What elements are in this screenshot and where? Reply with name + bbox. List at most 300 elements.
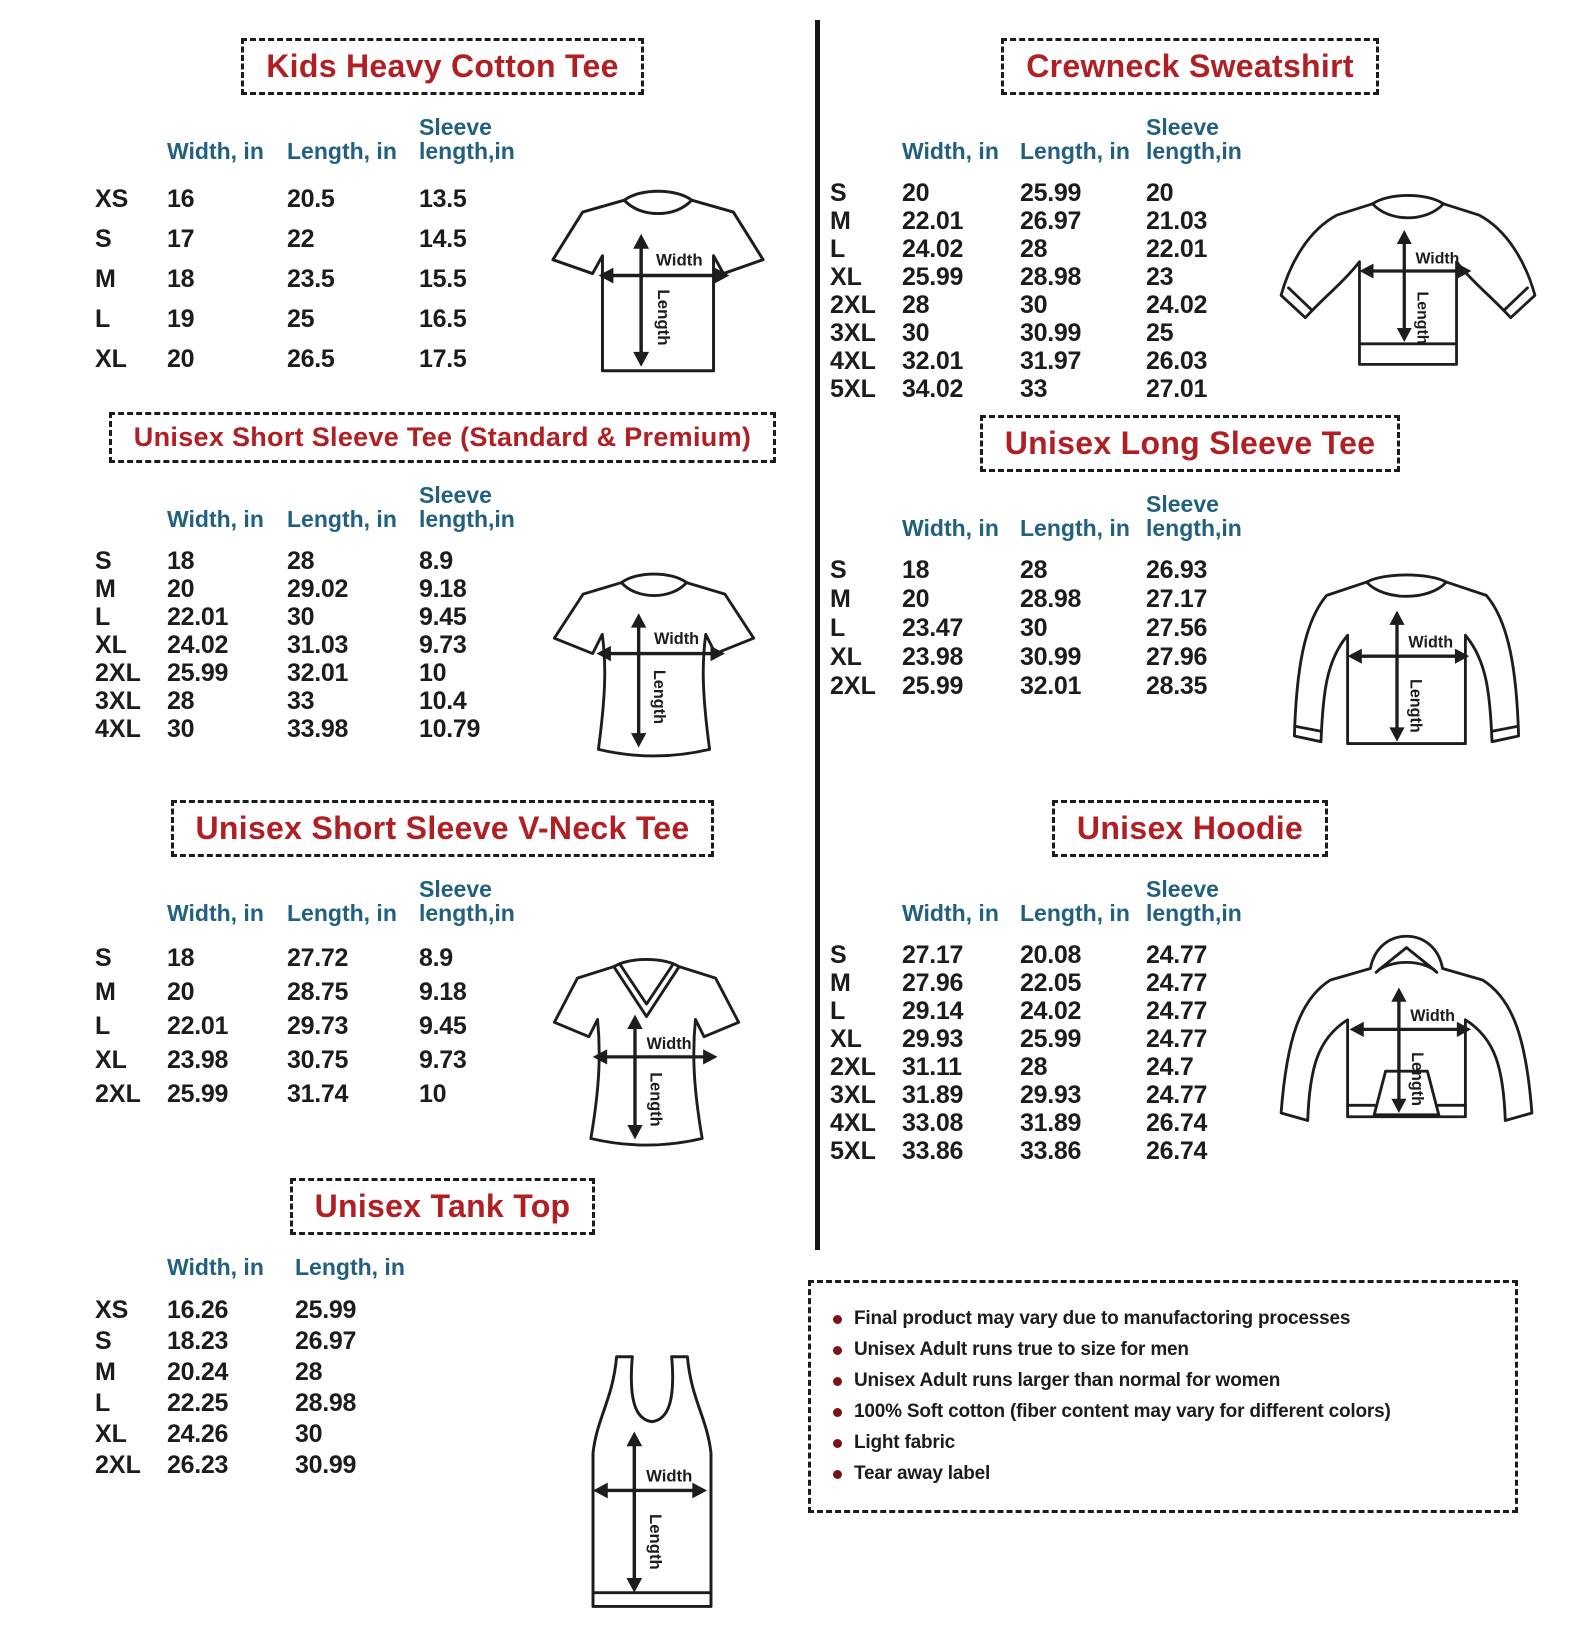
measurement-value: 25 — [287, 304, 315, 333]
measurement-value: 27.96 — [1146, 643, 1208, 672]
measurement-value: 28 — [287, 547, 315, 576]
width-label: Width — [654, 629, 700, 648]
section-title: Unisex Tank Top — [314, 1188, 571, 1224]
size-row — [830, 643, 1264, 672]
table-header-row — [95, 115, 539, 163]
size-label: L — [830, 997, 846, 1026]
size-row — [830, 1081, 1264, 1109]
note-item — [833, 1370, 1493, 1392]
length-label: Length — [1406, 678, 1425, 733]
measurement-value: 28 — [1020, 235, 1048, 264]
section-title-box — [290, 1178, 596, 1235]
panel-body — [830, 877, 1550, 1168]
measurement-value: 28.98 — [1020, 263, 1082, 292]
measurement-value: 14.5 — [419, 224, 467, 253]
measurement-value: 15.5 — [419, 264, 467, 293]
size-label: M — [95, 1358, 116, 1387]
measurement-value: 30.99 — [1020, 319, 1082, 348]
section-title-box — [980, 415, 1401, 472]
size-label: 4XL — [95, 715, 141, 744]
column-header: Length, in — [295, 1254, 405, 1280]
length-label: Length — [646, 1514, 666, 1570]
size-label: L — [830, 235, 846, 264]
section-title-box — [1052, 800, 1328, 857]
size-table — [830, 492, 1264, 701]
measurement-value: 10.79 — [419, 715, 481, 744]
size-row — [830, 179, 1264, 207]
length-label: Length — [646, 1072, 665, 1127]
size-row — [95, 1009, 539, 1043]
measurement-value: 24.77 — [1146, 1025, 1208, 1054]
measurement-value: 20.08 — [1020, 941, 1082, 970]
size-row — [830, 1025, 1264, 1053]
size-label: XL — [830, 263, 862, 292]
size-label: 2XL — [95, 659, 141, 688]
collar-line — [1373, 195, 1444, 203]
measurement-value: 8.9 — [419, 943, 453, 972]
measurement-value: 27.17 — [1146, 585, 1208, 614]
column-header: Sleeve length,in — [1146, 114, 1242, 165]
measurement-value: 24.77 — [1146, 1081, 1208, 1110]
measurement-value: 16.26 — [167, 1296, 229, 1325]
measurement-value: 20 — [167, 575, 195, 604]
size-row — [830, 375, 1264, 403]
bullet-icon — [833, 1408, 842, 1417]
size-label: L — [95, 1011, 111, 1040]
bullet-icon — [833, 1346, 842, 1355]
measurement-value: 31.03 — [287, 631, 349, 660]
measurement-value: 33 — [287, 687, 315, 716]
size-label: M — [95, 264, 116, 293]
measurement-value: 30 — [1020, 614, 1048, 643]
column-header: Length, in — [287, 506, 397, 533]
measurement-value: 32.01 — [287, 659, 349, 688]
size-table — [95, 483, 539, 743]
bullet-icon — [833, 1439, 842, 1448]
size-row — [95, 547, 539, 575]
measurement-value: 31.89 — [1020, 1109, 1082, 1138]
measurement-value: 26.74 — [1146, 1137, 1208, 1166]
size-label: M — [830, 207, 851, 236]
size-label: XL — [830, 1025, 862, 1054]
measurement-value: 22.01 — [167, 603, 229, 632]
panel-body — [95, 1255, 790, 1633]
panel-kids-heavy-cotton-tee — [95, 38, 790, 398]
size-label: L — [830, 614, 846, 643]
size-label: XS — [95, 1296, 129, 1325]
product-notes-box — [808, 1280, 1518, 1513]
size-label: S — [830, 556, 847, 585]
size-label: S — [830, 179, 847, 208]
measurement-value: 28.98 — [295, 1389, 357, 1418]
measurement-value: 29.73 — [287, 1011, 349, 1040]
measurement-value: 9.45 — [419, 1011, 467, 1040]
size-row — [95, 1357, 427, 1388]
measurement-value: 10 — [419, 1079, 447, 1108]
note-text: Unisex Adult runs true to size for men — [854, 1339, 1189, 1360]
section-title: Unisex Hoodie — [1076, 810, 1304, 846]
column-header: Length, in — [1020, 900, 1130, 927]
section-title: Unisex Short Sleeve Tee (Standard & Premium) — [133, 422, 752, 452]
size-label: S — [95, 1327, 112, 1356]
size-row — [95, 687, 539, 715]
measurement-value: 17 — [167, 224, 195, 253]
measurement-value: 22.01 — [1146, 235, 1208, 264]
size-row — [830, 997, 1264, 1025]
measurement-value: 30 — [287, 603, 315, 632]
size-row — [830, 347, 1264, 375]
column-header: Width, in — [167, 1254, 264, 1280]
column-header: Length, in — [1020, 138, 1130, 165]
measurement-value: 22.01 — [902, 207, 964, 236]
size-label: M — [830, 585, 851, 614]
size-row — [830, 614, 1264, 643]
measurement-value: 23.98 — [902, 643, 964, 672]
sweatshirt-diagram — [1268, 173, 1548, 398]
size-row — [830, 969, 1264, 997]
measurement-value: 29.93 — [1020, 1081, 1082, 1110]
measurement-value: 26.74 — [1146, 1109, 1208, 1138]
column-header: Width, in — [167, 900, 264, 927]
measurement-value: 16 — [167, 184, 195, 213]
note-text: Tear away label — [854, 1463, 991, 1484]
measurement-value: 24.02 — [1020, 997, 1082, 1026]
measurement-value: 26.97 — [1020, 207, 1082, 236]
table-header-row — [95, 483, 539, 531]
measurement-value: 25.99 — [167, 1079, 229, 1108]
tank-top-diagram — [573, 1343, 731, 1633]
fitted-tee-diagram — [539, 541, 769, 791]
measurement-value: 24.7 — [1146, 1053, 1194, 1082]
measurement-value: 25 — [1146, 319, 1174, 348]
table-header-row — [95, 1255, 427, 1279]
section-title-box — [109, 412, 776, 463]
size-label: 3XL — [830, 319, 876, 348]
measurement-value: 25.99 — [295, 1296, 357, 1325]
tee-diagram — [539, 163, 777, 398]
measurement-value: 18.23 — [167, 1327, 229, 1356]
panel-body — [95, 877, 790, 1179]
measurement-value: 9.18 — [419, 977, 467, 1006]
note-text: Final product may vary due to manufactoring processes — [854, 1308, 1351, 1329]
size-row — [95, 179, 539, 219]
size-table — [95, 877, 539, 1111]
column-header: Sleeve length,in — [419, 482, 515, 533]
size-label: 5XL — [830, 375, 876, 404]
measurement-value: 31.74 — [287, 1079, 349, 1108]
note-item — [833, 1339, 1493, 1361]
size-row — [830, 263, 1264, 291]
size-row — [830, 672, 1264, 701]
measurement-value: 27.72 — [287, 943, 349, 972]
panel-body — [95, 483, 790, 791]
measurement-value: 20 — [1146, 179, 1174, 208]
measurement-value: 28.75 — [287, 977, 349, 1006]
size-label: L — [95, 603, 111, 632]
measurement-value: 23.5 — [287, 264, 335, 293]
size-label: L — [95, 304, 111, 333]
size-label: XL — [95, 631, 127, 660]
width-label: Width — [1415, 250, 1460, 268]
size-label: S — [830, 941, 847, 970]
size-label: 4XL — [830, 1109, 876, 1138]
section-title: Kids Heavy Cotton Tee — [266, 48, 619, 84]
measurement-value: 31.11 — [902, 1053, 962, 1082]
note-text: 100% Soft cotton (fiber content may vary for different colors) — [854, 1401, 1391, 1422]
measurement-value: 24.26 — [167, 1420, 229, 1449]
measurement-value: 16.5 — [419, 304, 467, 333]
measurement-value: 20.24 — [167, 1358, 229, 1387]
column-header: Sleeve length,in — [1146, 876, 1242, 927]
column-header: Length, in — [287, 900, 397, 927]
size-label: 2XL — [95, 1079, 141, 1108]
measurement-value: 26.23 — [167, 1451, 229, 1480]
measurement-value: 28.35 — [1146, 672, 1208, 701]
measurement-value: 27.96 — [902, 969, 964, 998]
size-row — [830, 319, 1264, 347]
size-row — [95, 1419, 427, 1450]
column-header: Length, in — [1020, 515, 1130, 542]
notes-list — [833, 1308, 1493, 1485]
measurement-value: 28 — [1020, 556, 1048, 585]
note-text: Unisex Adult runs larger than normal for women — [854, 1370, 1281, 1391]
size-row — [830, 941, 1264, 969]
size-label: XL — [830, 643, 862, 672]
bullet-icon — [833, 1470, 842, 1479]
size-label: S — [95, 224, 112, 253]
width-label: Width — [656, 250, 703, 270]
measurement-value: 23 — [1146, 263, 1174, 292]
size-label: 4XL — [830, 347, 876, 376]
size-row — [95, 259, 539, 299]
size-row — [830, 291, 1264, 319]
measurement-value: 29.14 — [902, 997, 964, 1026]
section-title-box — [241, 38, 643, 95]
column-header: Width, in — [902, 515, 999, 542]
size-label: 2XL — [830, 291, 876, 320]
size-label: S — [95, 943, 112, 972]
measurement-value: 10.4 — [419, 687, 467, 716]
measurement-value: 26.03 — [1146, 347, 1208, 376]
measurement-value: 27.17 — [902, 941, 964, 970]
size-label: 3XL — [830, 1081, 876, 1110]
collar-line — [624, 191, 691, 200]
size-row — [95, 1077, 539, 1111]
measurement-value: 33.08 — [902, 1109, 964, 1138]
size-row — [95, 219, 539, 259]
size-label: 3XL — [95, 687, 141, 716]
note-item — [833, 1432, 1493, 1454]
hoodie-diagram — [1264, 923, 1549, 1168]
measurement-value: 30.75 — [287, 1045, 349, 1074]
measurement-value: 33.86 — [1020, 1137, 1082, 1166]
size-label: L — [95, 1389, 111, 1418]
section-title-box — [1001, 38, 1379, 95]
section-title: Unisex Long Sleeve Tee — [1004, 425, 1376, 461]
measurement-value: 21.03 — [1146, 207, 1208, 236]
length-label: Length — [654, 289, 673, 346]
column-header: Sleeve length,in — [419, 114, 515, 165]
note-item — [833, 1463, 1493, 1485]
measurement-value: 28.98 — [1020, 585, 1082, 614]
waistband-line — [1359, 344, 1456, 365]
bullet-icon — [833, 1377, 842, 1386]
measurement-value: 28 — [167, 687, 195, 716]
measurement-value: 13.5 — [419, 184, 467, 213]
size-label: XL — [95, 344, 127, 373]
column-header: Width, in — [902, 900, 999, 927]
panel-crewneck-sweatshirt — [830, 38, 1550, 403]
size-row — [830, 1109, 1264, 1137]
column-divider — [815, 20, 820, 1250]
measurement-value: 24.02 — [902, 235, 964, 264]
width-label: Width — [1410, 1006, 1455, 1025]
size-row — [95, 1450, 427, 1481]
measurement-value: 33.98 — [287, 715, 349, 744]
column-header: Width, in — [902, 138, 999, 165]
measurement-value: 28 — [295, 1358, 323, 1387]
v-neck-tee-diagram — [539, 929, 754, 1179]
panel-unisex-short-sleeve-tee — [95, 412, 790, 791]
measurement-value: 25.99 — [167, 659, 229, 688]
size-row — [95, 1295, 427, 1326]
size-table — [830, 877, 1264, 1165]
column-header: Sleeve length,in — [419, 876, 515, 927]
size-row — [830, 1137, 1264, 1165]
size-row — [830, 556, 1264, 585]
size-row — [830, 1053, 1264, 1081]
measurement-value: 26.5 — [287, 344, 335, 373]
measurement-value: 31.97 — [1020, 347, 1082, 376]
collar-line — [1367, 575, 1447, 582]
note-item — [833, 1401, 1493, 1423]
measurement-value: 20 — [167, 344, 195, 373]
size-label: 2XL — [830, 672, 876, 701]
size-row — [95, 631, 539, 659]
measurement-value: 32.01 — [1020, 672, 1082, 701]
size-table — [95, 1255, 427, 1481]
measurement-value: 10 — [419, 659, 447, 688]
table-header-row — [95, 877, 539, 925]
measurement-value: 33.86 — [902, 1137, 964, 1166]
measurement-value: 33 — [1020, 375, 1048, 404]
size-row — [830, 235, 1264, 263]
size-label: XL — [95, 1420, 127, 1449]
measurement-value: 9.73 — [419, 631, 467, 660]
measurement-value: 26.97 — [295, 1327, 357, 1356]
size-label: 5XL — [830, 1137, 876, 1166]
measurement-value: 30 — [902, 319, 930, 348]
size-row — [95, 1043, 539, 1077]
measurement-value: 24.02 — [1146, 291, 1208, 320]
measurement-value: 30 — [295, 1420, 323, 1449]
measurement-value: 18 — [167, 943, 195, 972]
size-table — [830, 115, 1264, 403]
width-label: Width — [646, 1035, 692, 1054]
size-label: M — [830, 969, 851, 998]
measurement-value: 30.99 — [295, 1451, 357, 1480]
panel-unisex-hoodie — [830, 800, 1550, 1168]
size-label: 2XL — [95, 1451, 141, 1480]
measurement-value: 9.45 — [419, 603, 467, 632]
long-sleeve-tee-diagram — [1264, 554, 1549, 784]
measurement-value: 25.99 — [902, 263, 964, 292]
measurement-value: 9.18 — [419, 575, 467, 604]
measurement-value: 20 — [902, 179, 930, 208]
measurement-value: 18 — [167, 264, 195, 293]
measurement-value: 9.73 — [419, 1045, 467, 1074]
size-table — [95, 115, 539, 379]
measurement-value: 29.93 — [902, 1025, 964, 1054]
measurement-value: 24.02 — [167, 631, 229, 660]
table-header-row — [830, 877, 1264, 925]
table-header-row — [830, 115, 1264, 163]
measurement-value: 28 — [1020, 1053, 1048, 1082]
size-label: S — [95, 547, 112, 576]
length-label: Length — [1413, 291, 1431, 345]
measurement-value: 22.05 — [1020, 969, 1082, 998]
size-row — [95, 941, 539, 975]
measurement-value: 20 — [902, 585, 930, 614]
measurement-value: 27.01 — [1146, 375, 1208, 404]
collar-line — [614, 959, 679, 966]
measurement-value: 27.56 — [1146, 614, 1208, 643]
measurement-value: 29.02 — [287, 575, 349, 604]
measurement-value: 8.9 — [419, 547, 453, 576]
length-label: Length — [1408, 1052, 1427, 1106]
measurement-value: 24.77 — [1146, 941, 1208, 970]
measurement-value: 28 — [902, 291, 930, 320]
size-row — [95, 1388, 427, 1419]
measurement-value: 34.02 — [902, 375, 964, 404]
panel-unisex-v-neck-tee — [95, 800, 790, 1179]
panel-body — [95, 115, 790, 398]
size-row — [95, 575, 539, 603]
collar-line — [621, 574, 686, 583]
measurement-value: 31.89 — [902, 1081, 964, 1110]
measurement-value: 25.99 — [902, 672, 964, 701]
column-header: Width, in — [167, 506, 264, 533]
measurement-value: 24.77 — [1146, 969, 1208, 998]
measurement-value: 30.99 — [1020, 643, 1082, 672]
measurement-value: 22.25 — [167, 1389, 229, 1418]
size-row — [95, 603, 539, 631]
column-header: Width, in — [167, 138, 264, 165]
measurement-value: 17.5 — [419, 344, 467, 373]
length-label: Length — [650, 669, 668, 725]
size-row — [95, 659, 539, 687]
measurement-value: 24.77 — [1146, 997, 1208, 1026]
section-title-box — [171, 800, 715, 857]
measurement-value: 32.01 — [902, 347, 964, 376]
section-title: Crewneck Sweatshirt — [1026, 48, 1354, 84]
section-title: Unisex Short Sleeve V-Neck Tee — [195, 810, 690, 846]
size-row — [95, 1326, 427, 1357]
size-label: XL — [95, 1045, 127, 1074]
note-text: Light fabric — [854, 1432, 956, 1453]
measurement-value: 22.01 — [167, 1011, 229, 1040]
table-header-row — [830, 492, 1264, 540]
measurement-value: 18 — [902, 556, 930, 585]
panel-body — [830, 115, 1550, 403]
size-label: 2XL — [830, 1053, 876, 1082]
column-header: Length, in — [287, 138, 397, 165]
measurement-value: 20.5 — [287, 184, 335, 213]
bullet-icon — [833, 1315, 842, 1324]
size-row — [95, 299, 539, 339]
measurement-value: 30 — [1020, 291, 1048, 320]
size-label: XS — [95, 184, 129, 213]
